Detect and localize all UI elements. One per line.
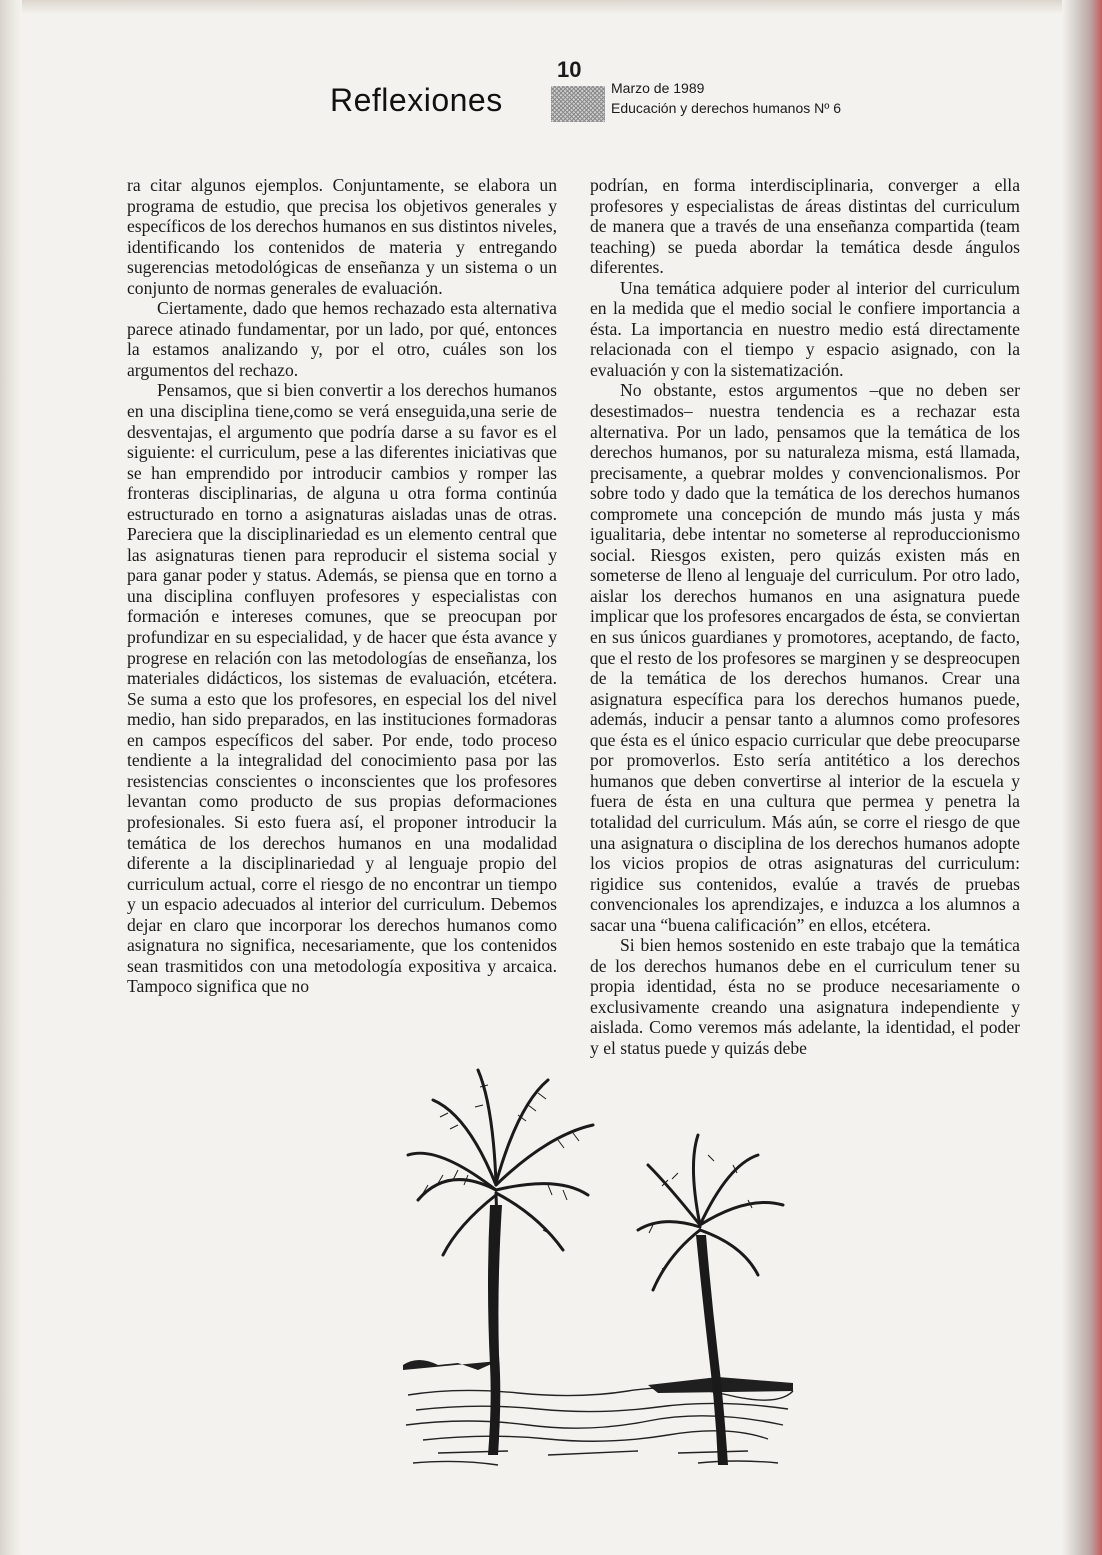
right-paragraph-4: Si bien hemos sostenido en este trabajo que la temática de los derechos humanos debe en el curriculum tener su propia identidad, ésta no se produce necesariamente o exclusivamente creando una asignatura independiente y aislada. Como veremos más adelante, la identidad, el poder y el status puede y quizás debe [590,935,1020,1058]
page-right-edge [1062,0,1102,1555]
page-left-edge [0,0,22,1555]
right-paragraph-3: No obstante, estos argumentos –que no deben ser desestimados– nuestra tendencia es a rechazar esta alternativa. Por un lado, pensamos que la temática de los derechos humanos, por su naturaleza misma, está llamada, precisamente, a quebrar moldes y convencionalismos. Por sobre todo y dado que la temática de los derechos humanos compromete una concepción de mundo más justa y más igualitaria, debe intentar no someterse al reproduccionismo social. Riesgos existen, pero quizás existen más en someterse de lleno al lenguaje del curriculum. Por otro lado, aislar los derechos humanos en una asignatura puede implicar que los profesores encargados de ésta, se conviertan en sus únicos guardianes y promotores, aceptando, de facto, que el resto de los profesores se marginen y se despreocupen de la temática de los derechos humanos. Crear una asignatura específica para los derechos humanos puede, además, inducir a pensar tanto a alumnos como profesores que ésta es el único espacio curricular que debe preocuparse por promoverlos. Esto sería antitético a los derechos humanos que deben convertirse al interior de la escuela y fuera de ésta en una cultura que permea y penetra la totalidad del curriculum. Más aún, se corre el riesgo de que una asignatura o disciplina de los derechos humanos adopte los vicios propios de otras asignaturas del curriculum: rigidice sus contenidos, evalúe a través de pruebas convencionales los aprendizajes, e induzca a los alumnos a sacar una “buena calificación” en ellos, etcétera. [590,380,1020,935]
left-paragraph-2: Ciertamente, dado que hemos rechazado esta alternativa parece atinado fundamentar, por un lado, por qué, entonces la estamos analizando y, por el otro, cuáles son los argumentos del rechazo. [127,298,557,380]
left-paragraph-1: ra citar algunos ejemplos. Conjuntamente, se elabora un programa de estudio, que precisa los objetivos generales y específicos de los derechos humanos en sus distintos niveles, identificando los contenidos de materia y entregando sugerencias metodológicas de enseñanza y un sistema o un conjunto de normas generales de evaluación. [127,175,557,298]
left-column [127,175,557,997]
palm-trees-illustration-icon [398,1065,798,1505]
header-pattern-block [551,86,605,122]
page-number: 10 [557,57,582,82]
right-paragraph-1: podrían, en forma interdisciplinaria, converger a ella profesores y especialistas de áreas distintas del curriculum de manera que a través de una enseñanza compartida (team teaching) se pueda abordar la temática desde ángulos diferentes. [590,175,1020,278]
right-paragraph-2: Una temática adquiere poder al interior del curriculum en la medida que el medio social le confiere importancia a ésta. La importancia en nuestro medio está directamente relacionada con el tiempo y espacio asignado, con la evaluación y con la sistematización. [590,277,1020,380]
page-top-edge [0,0,1102,14]
issue-date: Marzo de 1989 [611,80,705,96]
right-column [590,175,1020,1059]
left-paragraph-3: Pensamos, que si bien convertir a los derechos humanos en una disciplina tiene,como se verá enseguida,una serie de desventajas, el argumento que podría darse a su favor es el siguiente: el curriculum, pese a las diferentes iniciativas que se han emprendido por introducir cambios y romper las fronteras disciplinarias, de alguna u otra forma continúa estructurado en torno a asignaturas aisladas unas de otras. Pareciera que la disciplinariedad es un elemento central que las asignaturas tienen para reproducir el sistema social y para ganar poder y status. Además, se piensa que en torno a una disciplina confluyen profesores y especialistas con formación e intereses comunes, que se preocupan por profundizar en su especialidad, y de hacer que ésta avance y progrese en relación con las metodologías de enseñanza, los materiales didácticos, los sistemas de evaluación, etcétera. Se suma a esto que los profesores, en especial los del nivel medio, han sido preparados, en las instituciones formadoras en campos específicos del saber. Por ende, todo proceso tendiente a la integralidad del conocimiento pasa por las resistencias conscientes o inconscientes que los profesores levantan como producto de sus propias deformaciones profesionales. Si esto fuera así, el proponer introducir la temática de los derechos humanos en una modalidad diferente a la disciplinariedad y al lenguaje propio del curriculum actual, corre el riesgo de no encontrar un tiempo y un espacio adecuados al interior del curriculum. Debemos dejar en claro que incorporar los derechos humanos como asignatura no significa, necesariamente, que los contenidos sean trasmitidos con una metodología expositiva y arcaica. Tampoco significa que no [127,380,557,997]
issue-title: Educación y derechos humanos Nº 6 [611,100,842,116]
section-title: Reflexiones [330,82,503,118]
